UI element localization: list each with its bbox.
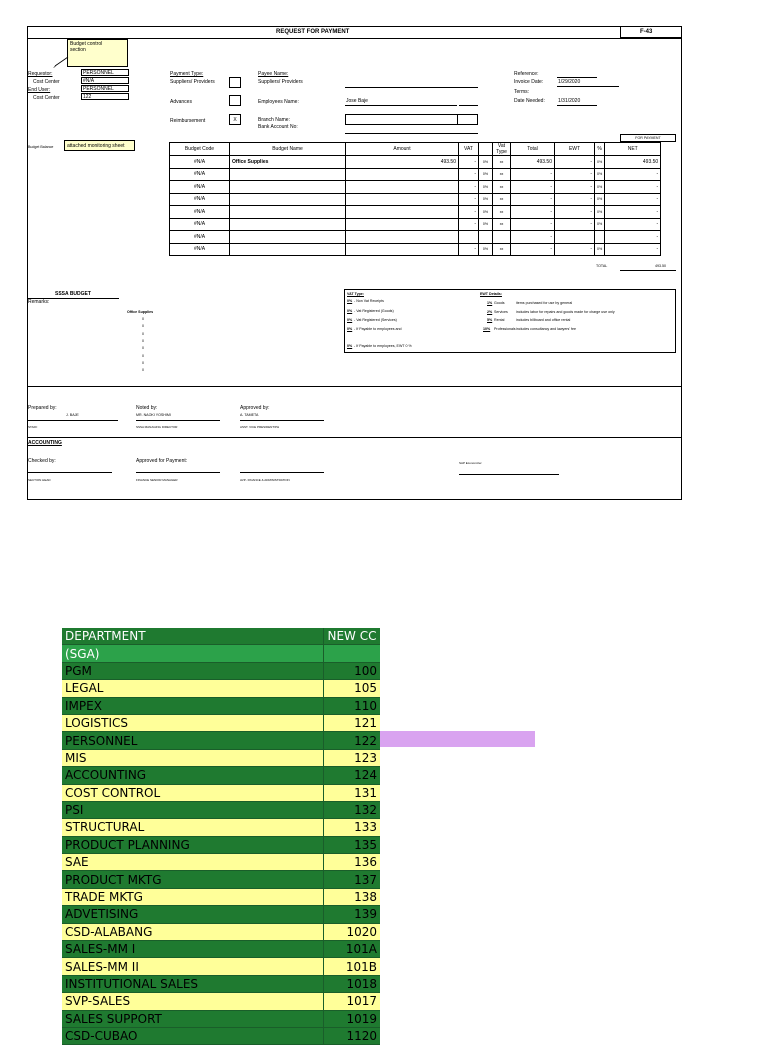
- total-value: 493.50: [655, 264, 666, 268]
- requestor-value: PERSONNEL: [83, 70, 114, 76]
- prepared-by-line: [28, 420, 118, 421]
- dept-row: [62, 854, 380, 871]
- budget-cell-name[interactable]: [230, 231, 346, 244]
- dept-cc: 136: [324, 854, 381, 871]
- ewt-desc: includes consultancy and lawyers' fee: [516, 327, 577, 331]
- payee-name-label: Payee Name:: [258, 71, 289, 77]
- approved-by-line: [240, 420, 324, 421]
- department-cost-center-table: [62, 628, 380, 1045]
- budget-cell-net[interactable]: -: [605, 218, 661, 231]
- ewt-desc: items purchased for use by general: [516, 301, 573, 305]
- dept-header-row: [62, 628, 380, 645]
- ewt-text: Goods: [494, 301, 505, 305]
- dept-row: [62, 958, 380, 975]
- budget-cell-amount[interactable]: [346, 168, 459, 181]
- dept-cc: 101B: [324, 958, 381, 975]
- sga-group-cc: [324, 645, 381, 662]
- dept-cc: 135: [324, 836, 381, 853]
- budget-cell-pct[interactable]: 0%: [595, 193, 605, 206]
- avp-line: [240, 472, 324, 473]
- dept-row: [62, 819, 380, 836]
- budget-header-cell: NET: [605, 143, 661, 156]
- budget-header-cell: Amount: [346, 143, 459, 156]
- dept-row: [62, 714, 380, 731]
- budget-cell-total[interactable]: -: [511, 231, 555, 244]
- dept-name: ACCOUNTING: [62, 767, 324, 784]
- budget-cell-amount[interactable]: [346, 193, 459, 206]
- budget-header-cell: %: [595, 143, 605, 156]
- budget-cell-name[interactable]: [230, 181, 346, 194]
- selected-row-highlight: [380, 731, 535, 747]
- for-payment-header: [620, 134, 676, 142]
- dept-cc: 139: [324, 906, 381, 923]
- vat-type-code: 0%: [347, 318, 353, 322]
- attached-monitoring-text: attached monitoring sheet: [67, 143, 125, 149]
- budget-cell-name[interactable]: [230, 218, 346, 231]
- branch-name-label: Branch Name:: [258, 117, 290, 123]
- prepared-by-label: Prepared by:: [28, 405, 57, 411]
- noted-by-name: MR. NAOKI YOSHIMI: [136, 413, 171, 417]
- remarks-value: 0: [142, 324, 144, 329]
- payee-suppliers-line[interactable]: [345, 87, 478, 88]
- sga-group-row: [62, 645, 380, 662]
- budget-cell-net[interactable]: -: [605, 193, 661, 206]
- budget-row: [170, 193, 661, 206]
- noted-role: SSSA MANAGING DIRECTOR: [136, 425, 178, 429]
- ewt-code: 1%: [487, 301, 493, 305]
- employee-name-value[interactable]: Jose Baje: [346, 98, 368, 104]
- dept-name: IMPEX: [62, 697, 324, 714]
- vat-type-code: 0%: [347, 309, 353, 313]
- checked-by-line: [28, 472, 112, 473]
- budget-cell-pct[interactable]: 0%: [595, 206, 605, 219]
- dept-name: SALES-MM I: [62, 941, 324, 958]
- budget-cell-vtype[interactable]: [493, 231, 511, 244]
- budget-cell-ewt[interactable]: -: [555, 193, 595, 206]
- budget-cell-vt[interactable]: 0%: [479, 218, 493, 231]
- remarks-value: 0: [142, 331, 144, 336]
- cost-center-label-2: Cost Center: [33, 95, 60, 101]
- payment-type-label: Payment Type:: [170, 71, 204, 77]
- suppliers-checkbox[interactable]: [229, 77, 241, 88]
- avp-role: AVP- FINANCE & ADMINISTRATION: [240, 478, 290, 482]
- dept-cc: 1017: [324, 993, 381, 1010]
- checked-by-label: Checked by:: [28, 458, 56, 464]
- budget-cell-ewt[interactable]: [555, 231, 595, 244]
- cost-center-value-1: #N/A: [83, 78, 95, 84]
- budget-cell-net[interactable]: -: [605, 231, 661, 244]
- dept-cc: 138: [324, 888, 381, 905]
- budget-row: [170, 231, 661, 244]
- budget-cell-amount[interactable]: [346, 218, 459, 231]
- dept-name: SALES-MM II: [62, 958, 324, 975]
- budget-cell-vtype[interactable]: xx: [493, 218, 511, 231]
- ewt-text: Professionals: [494, 327, 516, 331]
- date-needed-label: Date Needed:: [514, 98, 545, 104]
- dept-row: [62, 888, 380, 905]
- dept-cc: 124: [324, 767, 381, 784]
- budget-row: [170, 206, 661, 219]
- reimbursement-checkbox[interactable]: [229, 114, 241, 125]
- reimbursement-label: Reimbursement: [170, 118, 206, 124]
- budget-cell-amount[interactable]: [346, 181, 459, 194]
- ewt-text: Services: [494, 310, 508, 314]
- accounting-divider: [27, 437, 682, 438]
- budget-cell-vt[interactable]: 0%: [479, 168, 493, 181]
- remarks-label: Remarks:: [28, 299, 50, 305]
- terms-label: Terms:: [514, 89, 529, 95]
- budget-cell-vt[interactable]: [479, 231, 493, 244]
- dept-name: COST CONTROL: [62, 784, 324, 801]
- dept-cc: 110: [324, 697, 381, 714]
- dept-name: SAE: [62, 854, 324, 871]
- budget-cell-vat[interactable]: -: [459, 193, 479, 206]
- dept-row: [62, 975, 380, 992]
- ewt-code: 5%: [487, 318, 493, 322]
- budget-cell-name[interactable]: [230, 206, 346, 219]
- dept-row: [62, 1010, 380, 1027]
- form-code: F-43: [640, 29, 653, 35]
- budget-cell-pct[interactable]: 0%: [595, 218, 605, 231]
- dept-row: [62, 836, 380, 853]
- employee-name-line-2: [459, 105, 478, 106]
- budget-balance-label: Budget Balance: [28, 145, 54, 149]
- budget-cell-code[interactable]: #N/A: [170, 156, 230, 169]
- budget-header-cell: Budget Code: [170, 143, 230, 156]
- budget-cell-vat[interactable]: [459, 231, 479, 244]
- budget-header-cell: VAT: [459, 143, 479, 156]
- budget-cell-total[interactable]: 493.50: [511, 156, 555, 169]
- budget-header-row: [170, 143, 661, 156]
- reference-line[interactable]: [557, 77, 597, 78]
- requestor-label: Requestor:: [28, 71, 53, 77]
- budget-cell-ewt[interactable]: -: [555, 181, 595, 194]
- note-arrow-icon: [52, 55, 70, 69]
- dept-cc: 133: [324, 819, 381, 836]
- budget-cell-name[interactable]: [230, 193, 346, 206]
- end-user-value: PERSONNEL: [83, 86, 114, 92]
- approved-by-name: A. TAMETA: [240, 413, 259, 417]
- sap-line: [459, 474, 559, 475]
- budget-cell-pct[interactable]: 0%: [595, 181, 605, 194]
- budget-cell-ewt[interactable]: -: [555, 156, 595, 169]
- dept-name: PSI: [62, 801, 324, 818]
- budget-row: [170, 243, 661, 256]
- budget-cell-vtype[interactable]: xx: [493, 243, 511, 256]
- dept-name: CSD-CUBAO: [62, 1027, 324, 1044]
- dept-row: [62, 732, 380, 749]
- budget-cell-vat[interactable]: -: [459, 168, 479, 181]
- budget-header-cell: Total: [511, 143, 555, 156]
- ewt-code: 10%: [483, 327, 491, 331]
- budget-cell-name[interactable]: [230, 168, 346, 181]
- budget-cell-vat[interactable]: -: [459, 218, 479, 231]
- approved-payment-label: Approved for Payment:: [136, 458, 188, 464]
- cost-center-field-2[interactable]: [81, 93, 129, 100]
- budget-cell-pct[interactable]: 0%: [595, 156, 605, 169]
- budget-control-note-text: Budget control section: [70, 41, 103, 53]
- checked-role: SECTION HEAD: [28, 478, 51, 482]
- budget-cell-code[interactable]: #N/A: [170, 218, 230, 231]
- prepared-by-name: J. BAJE: [66, 413, 79, 417]
- approved-by-label: Approved by:: [240, 405, 270, 411]
- dept-name: MIS: [62, 749, 324, 766]
- vat-type-text: - Vat Registered (Goods): [354, 309, 394, 313]
- bank-account-line[interactable]: [345, 133, 478, 134]
- end-user-field[interactable]: [81, 85, 129, 92]
- budget-header-cell: EWT: [555, 143, 595, 156]
- sssa-budget-label: SSSA BUDGET: [55, 291, 91, 297]
- branch-name-divider: [457, 114, 458, 125]
- dept-cc: 122: [324, 732, 381, 749]
- dept-cc: 1120: [324, 1027, 381, 1044]
- branch-name-field[interactable]: [345, 114, 478, 125]
- form-title: REQUEST FOR PAYMENT: [276, 29, 350, 35]
- prepared-role: STAFF: [28, 425, 38, 429]
- budget-cell-amount[interactable]: [346, 206, 459, 219]
- dept-row: [62, 801, 380, 818]
- vat-type-text: - If Payable to employees, EWT 0 %: [354, 344, 412, 348]
- dept-cc: 137: [324, 871, 381, 888]
- dept-name: CSD-ALABANG: [62, 923, 324, 940]
- budget-cell-vt[interactable]: 0%: [479, 206, 493, 219]
- sga-group-label: (SGA): [62, 645, 324, 662]
- budget-cell-vat[interactable]: -: [459, 206, 479, 219]
- budget-cell-net[interactable]: -: [605, 206, 661, 219]
- budget-cell-vtype[interactable]: xx: [493, 156, 511, 169]
- invoice-date-label: Invoice Date:: [514, 79, 544, 85]
- ewt-code: 2%: [487, 310, 493, 314]
- budget-cell-vtype[interactable]: xx: [493, 181, 511, 194]
- budget-cell-vt[interactable]: 0%: [479, 243, 493, 256]
- vat-type-text: - If Payable to employees and: [354, 327, 402, 331]
- budget-cell-total[interactable]: -: [511, 193, 555, 206]
- budget-cell-pct[interactable]: 0%: [595, 243, 605, 256]
- requestor-field[interactable]: [81, 69, 129, 76]
- for-payment-label: FOR PAYMENT: [635, 136, 661, 140]
- budget-cell-vat[interactable]: -: [459, 181, 479, 194]
- dept-row: [62, 923, 380, 940]
- bank-account-label: Bank Account No:: [258, 124, 298, 130]
- vat-type-code: 0%: [347, 299, 353, 303]
- budget-cell-net[interactable]: -: [605, 243, 661, 256]
- dept-row: [62, 941, 380, 958]
- dept-name: LEGAL: [62, 680, 324, 697]
- reference-label: Reference:: [514, 71, 539, 77]
- budget-cell-code[interactable]: #N/A: [170, 181, 230, 194]
- budget-cell-vtype[interactable]: xx: [493, 193, 511, 206]
- budget-cell-ewt[interactable]: -: [555, 168, 595, 181]
- budget-cell-ewt[interactable]: -: [555, 218, 595, 231]
- budget-cell-code[interactable]: #N/A: [170, 231, 230, 244]
- approved-payment-line: [136, 472, 220, 473]
- total-underline: [620, 270, 676, 271]
- dept-row: [62, 697, 380, 714]
- dept-name: LOGISTICS: [62, 714, 324, 731]
- dept-name: TRADE MKTG: [62, 888, 324, 905]
- budget-cell-total[interactable]: -: [511, 168, 555, 181]
- budget-cell-amount[interactable]: [346, 243, 459, 256]
- dept-cc: 131: [324, 784, 381, 801]
- dept-row: [62, 662, 380, 679]
- approved-payment-role: FINANCE SENIOR MANAGER: [136, 478, 178, 482]
- noted-by-label: Noted by:: [136, 405, 158, 411]
- dept-row: [62, 749, 380, 766]
- budget-cell-name[interactable]: [230, 243, 346, 256]
- budget-cell-vat[interactable]: -: [459, 156, 479, 169]
- dept-name: PRODUCT MKTG: [62, 871, 324, 888]
- vat-type-text: - Vat Registered (Services): [354, 318, 397, 322]
- dept-cc: 132: [324, 801, 381, 818]
- budget-cell-pct[interactable]: [595, 231, 605, 244]
- dept-row: [62, 871, 380, 888]
- remarks-value: 0: [142, 346, 144, 351]
- remarks-value: 0: [142, 353, 144, 358]
- budget-table: [169, 142, 661, 256]
- dept-row: [62, 784, 380, 801]
- dept-row: [62, 906, 380, 923]
- dept-name: SALES SUPPORT: [62, 1010, 324, 1027]
- budget-cell-vtype[interactable]: xx: [493, 206, 511, 219]
- budget-cell-total[interactable]: -: [511, 206, 555, 219]
- remarks-value: 0: [142, 317, 144, 321]
- suppliers-label: Suppliers/ Providers: [170, 79, 215, 85]
- budget-cell-total[interactable]: -: [511, 218, 555, 231]
- dept-cc: 123: [324, 749, 381, 766]
- employee-name-line: [345, 105, 457, 106]
- budget-cell-net[interactable]: 493.50: [605, 156, 661, 169]
- employees-name-label: Employees Name:: [258, 99, 299, 105]
- vat-type-label: VAT Type:: [347, 292, 364, 296]
- budget-row: [170, 218, 661, 231]
- remarks-value: 0: [142, 368, 144, 373]
- vat-type-code: 0%: [347, 327, 353, 331]
- budget-cell-total[interactable]: -: [511, 243, 555, 256]
- dept-cc: 1018: [324, 975, 381, 992]
- dept-header: DEPARTMENT: [62, 628, 324, 645]
- budget-cell-net[interactable]: -: [605, 181, 661, 194]
- vat-type-code: 0%: [347, 344, 353, 348]
- cost-center-label-1: Cost Center: [33, 79, 60, 85]
- remarks-value: 0: [142, 338, 144, 343]
- invoice-date-value[interactable]: 1/29/2020: [558, 79, 581, 85]
- budget-cell-total[interactable]: -: [511, 181, 555, 194]
- dept-cc: 105: [324, 680, 381, 697]
- remarks-value: 0: [142, 360, 144, 365]
- budget-cell-vt[interactable]: 0%: [479, 156, 493, 169]
- reimbursement-check-mark: X: [233, 117, 237, 123]
- signature-divider: [27, 386, 682, 387]
- dept-name: STRUCTURAL: [62, 819, 324, 836]
- budget-cell-vtype[interactable]: xx: [493, 168, 511, 181]
- budget-row: [170, 181, 661, 194]
- budget-cell-pct[interactable]: 0%: [595, 168, 605, 181]
- end-user-label: End User:: [28, 87, 51, 93]
- dept-cc: 121: [324, 714, 381, 731]
- budget-cell-code[interactable]: #N/A: [170, 206, 230, 219]
- budget-cell-code[interactable]: #N/A: [170, 193, 230, 206]
- sap-label: SAP Economizer: [459, 461, 482, 465]
- budget-cell-amount[interactable]: [346, 231, 459, 244]
- ewt-desc: includes labor for repairs and goods made for charge use only: [516, 310, 615, 314]
- vat-type-text: - Non Vat Receipts: [354, 299, 384, 303]
- accounting-label: ACCOUNTING: [28, 440, 62, 446]
- budget-cell-code[interactable]: #N/A: [170, 243, 230, 256]
- dept-name: INSTITUTIONAL SALES: [62, 975, 324, 992]
- dept-row: [62, 680, 380, 697]
- invoice-date-line: [557, 86, 619, 87]
- dept-cc: 101A: [324, 941, 381, 958]
- budget-row: [170, 168, 661, 181]
- dept-name: SVP-SALES: [62, 993, 324, 1010]
- cost-center-field-1[interactable]: [81, 77, 129, 84]
- total-label: TOTAL: [596, 264, 608, 268]
- advances-checkbox[interactable]: [229, 95, 241, 106]
- budget-cell-vt[interactable]: 0%: [479, 181, 493, 194]
- dept-cc: 1020: [324, 923, 381, 940]
- budget-cell-net[interactable]: -: [605, 168, 661, 181]
- advances-label: Advances: [170, 99, 192, 105]
- budget-header-cell: Budget Name: [230, 143, 346, 156]
- approved-role: ASST. VICE PRESIDENT/PH: [240, 425, 280, 429]
- dept-name: PERSONNEL: [62, 732, 324, 749]
- noted-by-line: [136, 420, 220, 421]
- dept-cc: 1019: [324, 1010, 381, 1027]
- budget-cell-code[interactable]: #N/A: [170, 168, 230, 181]
- budget-cell-amount[interactable]: 493.50: [346, 156, 459, 169]
- budget-header-cell: Vat Type: [493, 143, 511, 156]
- budget-header-cell: [479, 143, 493, 156]
- dept-name: PRODUCT PLANNING: [62, 836, 324, 853]
- remarks-item: Office Supplies: [127, 310, 154, 314]
- date-needed-line: [557, 105, 597, 106]
- date-needed-value[interactable]: 1/31/2020: [558, 98, 581, 104]
- ewt-label: EWT Details:: [480, 292, 502, 296]
- cost-center-value-2: 122: [83, 94, 92, 100]
- budget-cell-name[interactable]: Office Supplies: [230, 156, 346, 169]
- budget-cell-vt[interactable]: 0%: [479, 193, 493, 206]
- payee-suppliers-label: Suppliers/ Providers: [258, 79, 303, 85]
- budget-cell-ewt[interactable]: -: [555, 243, 595, 256]
- attached-monitoring-note: [64, 140, 135, 151]
- dept-row: [62, 767, 380, 784]
- budget-cell-ewt[interactable]: -: [555, 206, 595, 219]
- budget-row: [170, 156, 661, 169]
- cc-header: NEW CC: [324, 628, 381, 645]
- dept-name: PGM: [62, 662, 324, 679]
- dept-name: ADVETISING: [62, 906, 324, 923]
- ewt-desc: includes billboard and office rental: [516, 318, 571, 322]
- budget-cell-vat[interactable]: -: [459, 243, 479, 256]
- dept-row: [62, 993, 380, 1010]
- ewt-text: Rental: [494, 318, 505, 322]
- dept-row: [62, 1027, 380, 1044]
- dept-cc: 100: [324, 662, 381, 679]
